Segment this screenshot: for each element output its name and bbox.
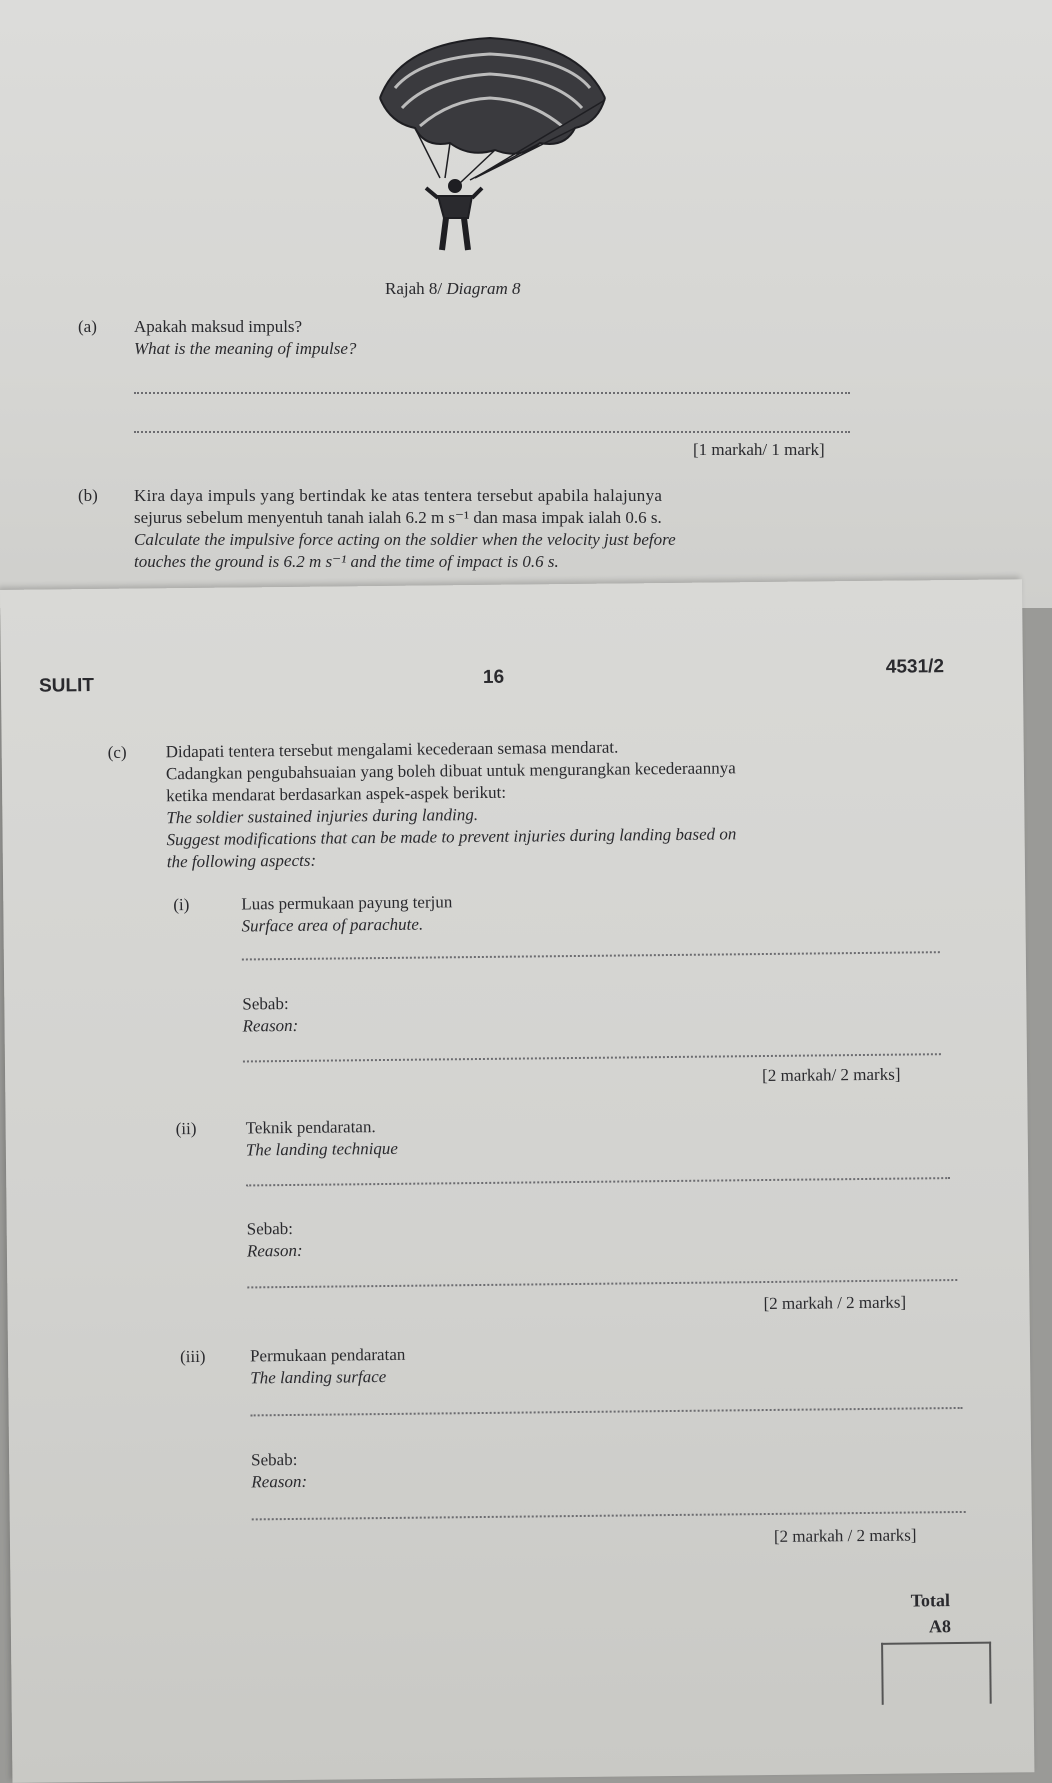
part-c-line-ms-1: Didapati tentera tersebut mengalami kecederaan semasa mendarat. bbox=[165, 737, 619, 762]
item-i-ms: Luas permukaan payung terjun bbox=[241, 892, 453, 914]
part-a-question-ms: Apakah maksud impuls? bbox=[134, 317, 303, 336]
item-ii-en: The landing technique bbox=[245, 1138, 398, 1160]
paper-code: 4531/2 bbox=[885, 656, 945, 678]
header-sulit: SULIT bbox=[38, 675, 95, 697]
reason-line-ii[interactable] bbox=[247, 1279, 957, 1288]
answer-line-a1[interactable] bbox=[134, 392, 850, 394]
item-iii-reason-ms: Sebab: bbox=[251, 1449, 298, 1470]
part-c-line-en-1: The soldier sustained injuries during landing. bbox=[166, 805, 479, 828]
part-b-line-ms-1: Kira daya impuls yang bertindak ke atas tentera tersebut apabila halajunya bbox=[134, 486, 663, 505]
part-c-line-ms-2: Cadangkan pengubahsuaian yang boleh dibuat untuk mengurangkan kecederaannya bbox=[165, 758, 736, 784]
part-a-label: (a) bbox=[78, 317, 97, 336]
answer-line-iii[interactable] bbox=[251, 1407, 963, 1416]
parachute-soldier-illustration bbox=[360, 28, 620, 268]
answer-line-i[interactable] bbox=[242, 951, 940, 960]
part-c-line-en-2: Suggest modifications that can be made to prevent injuries during landing based on bbox=[166, 824, 737, 850]
item-iii-en: The landing surface bbox=[250, 1366, 387, 1388]
item-ii-reason-ms: Sebab: bbox=[246, 1218, 294, 1239]
item-iii-reason-en: Reason: bbox=[251, 1471, 308, 1492]
total-code: A8 bbox=[928, 1616, 952, 1637]
page-top-sheet bbox=[0, 0, 1052, 608]
part-c-line-en-3: the following aspects: bbox=[166, 850, 317, 872]
part-b-label: (b) bbox=[78, 486, 98, 505]
part-c-label: (c) bbox=[107, 742, 127, 762]
item-i-en: Surface area of parachute. bbox=[241, 914, 424, 936]
part-c-line-ms-3: ketika mendarat berdasarkan aspek-aspek berikut: bbox=[166, 782, 507, 806]
part-a-marks: [1 markah/ 1 mark] bbox=[693, 440, 825, 459]
answer-line-ii[interactable] bbox=[246, 1177, 950, 1186]
part-b-line-en-2: touches the ground is 6.2 m s⁻¹ and the time of impact is 0.6 s. bbox=[134, 552, 559, 571]
item-i-marks: [2 markah/ 2 marks] bbox=[762, 1064, 901, 1086]
item-ii-reason-en: Reason: bbox=[246, 1240, 303, 1261]
item-i-num: (i) bbox=[173, 895, 190, 915]
diagram-caption: Rajah 8/ Diagram 8 bbox=[385, 279, 521, 298]
item-i-reason-ms: Sebab: bbox=[242, 994, 289, 1014]
answer-line-a2[interactable] bbox=[134, 431, 850, 433]
item-iii-num: (iii) bbox=[179, 1346, 206, 1367]
total-label: Total bbox=[910, 1590, 951, 1611]
part-b-line-ms-2: sejurus sebelum menyentuh tanah ialah 6.2 m s⁻¹ dan masa impak ialah 0.6 s. bbox=[134, 508, 662, 527]
item-ii-ms: Teknik pendaratan. bbox=[245, 1117, 376, 1138]
total-score-box[interactable] bbox=[881, 1642, 992, 1705]
item-i-reason-en: Reason: bbox=[242, 1015, 299, 1036]
page-16-sheet bbox=[0, 579, 1034, 1783]
part-b-line-en-1: Calculate the impulsive force acting on the soldier when the velocity just before bbox=[134, 530, 676, 549]
item-iii-marks: [2 markah / 2 marks] bbox=[773, 1525, 917, 1546]
part-a-question-en: What is the meaning of impulse? bbox=[134, 339, 357, 358]
item-ii-num: (ii) bbox=[175, 1118, 197, 1139]
reason-line-iii[interactable] bbox=[252, 1511, 966, 1520]
item-iii-ms: Permukaan pendaratan bbox=[249, 1344, 406, 1366]
item-ii-marks: [2 markah / 2 marks] bbox=[763, 1292, 907, 1314]
page-number: 16 bbox=[482, 666, 505, 688]
reason-line-i[interactable] bbox=[243, 1053, 941, 1062]
